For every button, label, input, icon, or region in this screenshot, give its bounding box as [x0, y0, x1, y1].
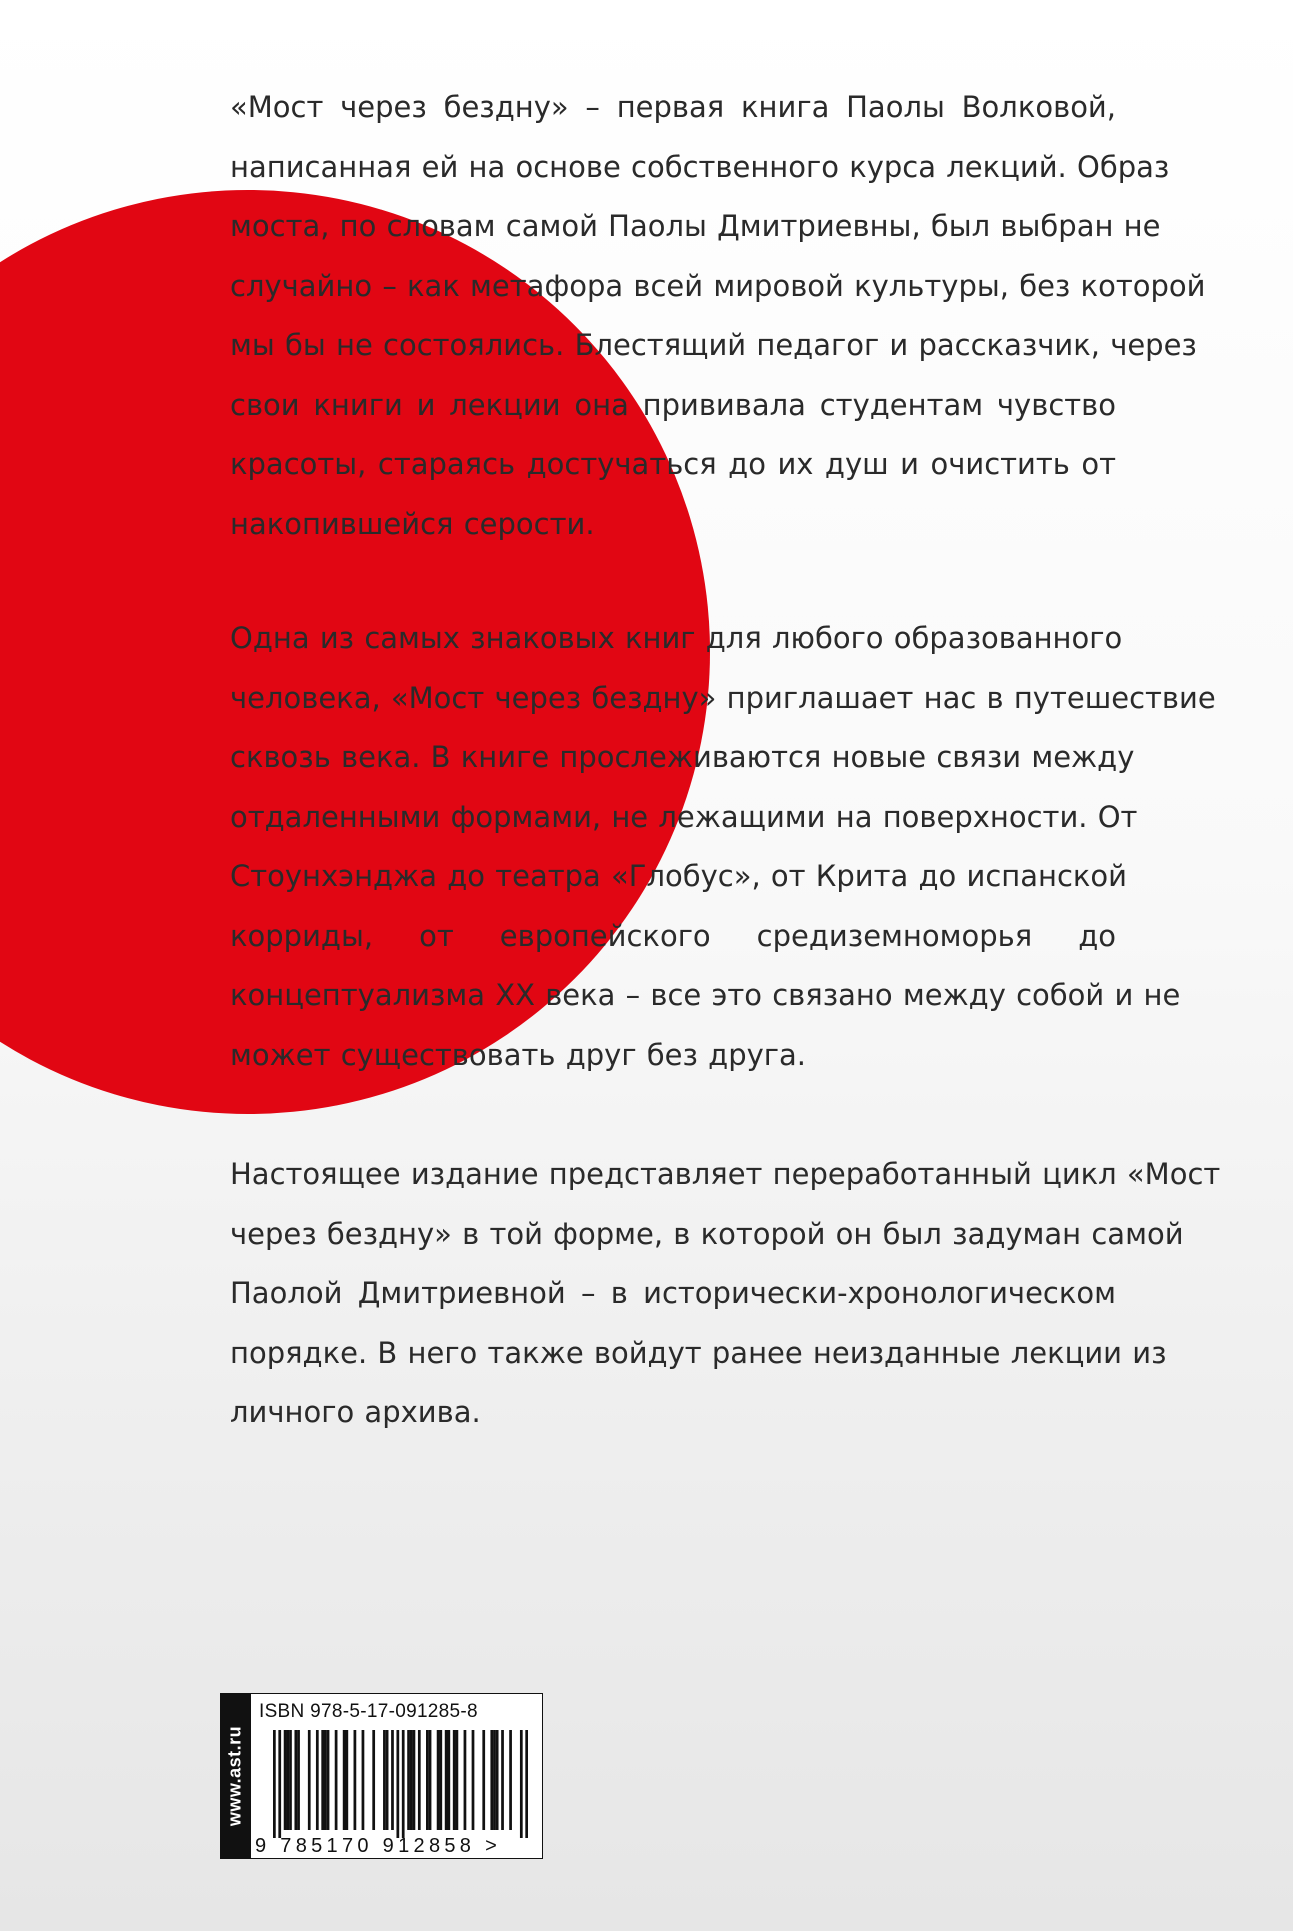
barcode-bar [289, 1730, 292, 1830]
barcode-bar [286, 1730, 289, 1830]
barcode-bar [410, 1730, 413, 1830]
barcode-bar [501, 1730, 504, 1830]
barcode-bar [520, 1730, 523, 1838]
barcode-bar [324, 1730, 327, 1830]
barcode-bar [308, 1730, 311, 1830]
text-line: отдаленными формами, не лежащими на поверхности. От [230, 799, 1138, 834]
barcode-bar [386, 1730, 389, 1830]
barcode-bar [418, 1730, 421, 1830]
barcode-bar [383, 1730, 386, 1830]
text-line: написанная ей на основе собственного курса лекций. Образ [230, 149, 1170, 184]
barcode-bar [437, 1730, 440, 1830]
text-line: красоты, стараясь достучаться до их душ и очистить от [230, 447, 1116, 481]
text-line: Стоунхэнджа до театра «Глобус», от Крита до испанской [230, 859, 1128, 893]
text-line: «Мост через бездну» – первая книга Паолы Волковой, [230, 90, 1116, 124]
barcode-bar [464, 1730, 467, 1830]
barcode-bar [335, 1730, 338, 1830]
barcode-bar [278, 1730, 281, 1838]
barcode-bar [496, 1730, 499, 1830]
publisher-website: www.ast.ru [224, 1725, 245, 1827]
text-line: Настоящее издание представляет переработанный цикл «Мост [230, 1157, 1221, 1191]
barcode-bar [321, 1730, 324, 1830]
barcode-bar [273, 1730, 276, 1838]
barcode-bar [413, 1730, 416, 1830]
text-line: Одна из самых знаковых книг для любого образованного [230, 621, 1123, 655]
barcode-bar [372, 1730, 375, 1830]
barcode-bar [391, 1730, 394, 1830]
text-line: через бездну» в той форме, в которой он был задуман самой [230, 1216, 1184, 1251]
barcode-bar [294, 1730, 297, 1830]
barcode-bar [284, 1730, 287, 1830]
text-line: мы бы не состоялись. Блестящий педагог и рассказчик, через [230, 328, 1197, 362]
description-paragraph-3 [230, 1145, 1221, 1443]
barcode-bar [447, 1730, 450, 1830]
barcode-bar [354, 1730, 357, 1830]
barcode-box [250, 1693, 543, 1859]
text-line: человека, «Мост через бездну» приглашает нас в путешествие [230, 680, 1216, 715]
text-line: Паолой Дмитриевной – в исторически-хронологическом [230, 1276, 1116, 1310]
barcode-bar [343, 1730, 346, 1830]
isbn-barcode-block [220, 1693, 543, 1859]
barcode-bar [316, 1730, 319, 1830]
barcode-bar [426, 1730, 429, 1830]
description-paragraph-2 [230, 609, 1216, 1085]
barcode-bar [453, 1730, 456, 1830]
barcode-bar [396, 1730, 399, 1838]
text-line: корриды, от европейского средиземноморья до [230, 918, 1116, 953]
barcode-bar [439, 1730, 442, 1830]
text-line: накопившейся серости. [230, 506, 595, 541]
barcode-bar [402, 1730, 405, 1838]
text-line: случайно – как метафора всей мировой культуры, без которой [230, 268, 1206, 303]
barcode-bar [445, 1730, 448, 1830]
text-line: может существовать друг без друга. [230, 1037, 806, 1072]
barcode-digits: 9 785170 912858 > [255, 1835, 502, 1857]
barcode-bar [472, 1730, 475, 1830]
barcode-bars [273, 1730, 528, 1838]
barcode-bar [509, 1730, 512, 1830]
text-line: моста, по словам самой Паолы Дмитриевны, был выбран не [230, 209, 1161, 243]
barcode-bar [525, 1730, 528, 1838]
barcode-bar [345, 1730, 348, 1830]
barcode-bar [362, 1730, 365, 1830]
barcode-bar [327, 1730, 330, 1830]
barcode-bar [407, 1730, 410, 1830]
isbn-number: ISBN 978-5-17-091285-8 [259, 1701, 478, 1722]
barcode-bar [429, 1730, 432, 1830]
text-line: концептуализма XX века – все это связано между собой и не [230, 978, 1181, 1012]
description-paragraph-1 [230, 78, 1206, 554]
text-line: порядке. В него также войдут ранее неизданные лекции из [230, 1335, 1167, 1370]
barcode-bar [490, 1730, 493, 1830]
text-line: личного архива. [230, 1395, 481, 1429]
barcode-bar [493, 1730, 496, 1830]
barcode-bar [482, 1730, 485, 1830]
text-line: свои книги и лекции она прививала студентам чувство [230, 387, 1116, 422]
text-line: сквозь века. В книге прослеживаются новые связи между [230, 740, 1135, 774]
barcode-bar [297, 1730, 300, 1830]
barcode-bar [456, 1730, 459, 1830]
publisher-website-strip [220, 1693, 250, 1859]
